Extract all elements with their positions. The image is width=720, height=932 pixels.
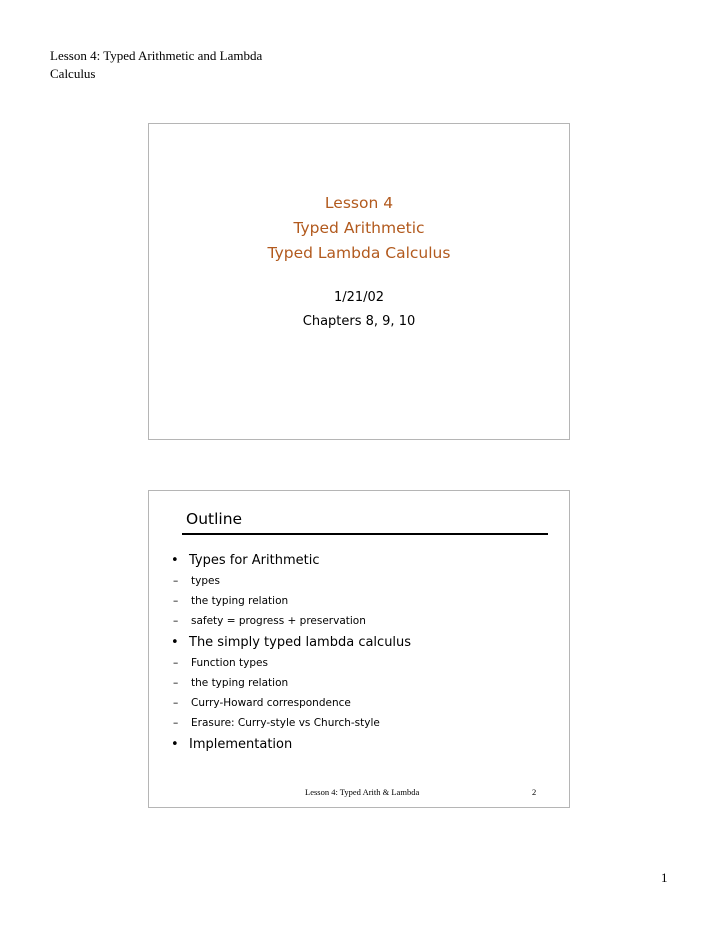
sub-item-label: Curry-Howard correspondence xyxy=(191,697,351,709)
sub-item xyxy=(171,591,561,611)
slide-1-meta xyxy=(149,286,569,334)
outline-sublist-2 xyxy=(171,653,561,733)
bullet-label: Implementation xyxy=(189,737,293,752)
slide-1-chapters: Chapters 8, 9, 10 xyxy=(302,314,416,329)
page-number: 1 xyxy=(661,870,668,885)
header-line-1: Lesson 4: Typed Arithmetic and Lambda xyxy=(50,48,263,63)
outline-bullet-types-arithmetic xyxy=(171,551,561,571)
sub-item-label: safety = progress + preservation xyxy=(191,615,366,627)
bullet-label: The simply typed lambda calculus xyxy=(189,635,412,650)
outline-title-rule xyxy=(182,533,548,535)
sub-item-label: the typing relation xyxy=(191,677,289,689)
slide-1 xyxy=(148,123,570,440)
sub-item-label: types xyxy=(191,575,220,587)
outline-sublist-1 xyxy=(171,571,561,631)
outline-bullet-simply-typed xyxy=(171,633,561,653)
bullet-label: Types for Arithmetic xyxy=(189,553,320,568)
bullet-dot-icon: • xyxy=(171,635,179,650)
sub-item-label: Function types xyxy=(191,657,268,669)
outline-title: Outline xyxy=(186,510,243,528)
title-line-typed-arithmetic: Typed Arithmetic xyxy=(293,219,425,237)
slide-1-title xyxy=(149,191,569,266)
dash-icon: – xyxy=(173,657,179,669)
header-line-2: Calculus xyxy=(50,66,96,81)
bullet-dot-icon: • xyxy=(171,553,179,568)
sub-item-label: Erasure: Curry-style vs Church-style xyxy=(191,717,380,729)
slide-number: 2 xyxy=(532,787,537,797)
bullet-dot-icon: • xyxy=(171,737,179,752)
dash-icon: – xyxy=(173,595,179,607)
sub-item-label: the typing relation xyxy=(191,595,289,607)
sub-item xyxy=(171,693,561,713)
sub-item xyxy=(171,713,561,733)
sub-item xyxy=(171,611,561,631)
outline-bullet-implementation xyxy=(171,735,561,755)
slide-footer-text: Lesson 4: Typed Arith & Lambda xyxy=(305,787,420,797)
sub-item xyxy=(171,673,561,693)
dash-icon: – xyxy=(173,717,179,729)
outline-list xyxy=(171,551,561,755)
page-header xyxy=(50,47,310,83)
sub-item xyxy=(171,653,561,673)
dash-icon: – xyxy=(173,697,179,709)
dash-icon: – xyxy=(173,615,179,627)
slide-1-date: 1/21/02 xyxy=(333,290,385,305)
dash-icon: – xyxy=(173,575,179,587)
dash-icon: – xyxy=(173,677,179,689)
slide-2 xyxy=(148,490,570,808)
title-line-lesson: Lesson 4 xyxy=(324,194,394,212)
sub-item xyxy=(171,571,561,591)
title-line-typed-lambda: Typed Lambda Calculus xyxy=(267,244,451,262)
sub-list xyxy=(171,571,561,631)
sub-list xyxy=(171,653,561,733)
